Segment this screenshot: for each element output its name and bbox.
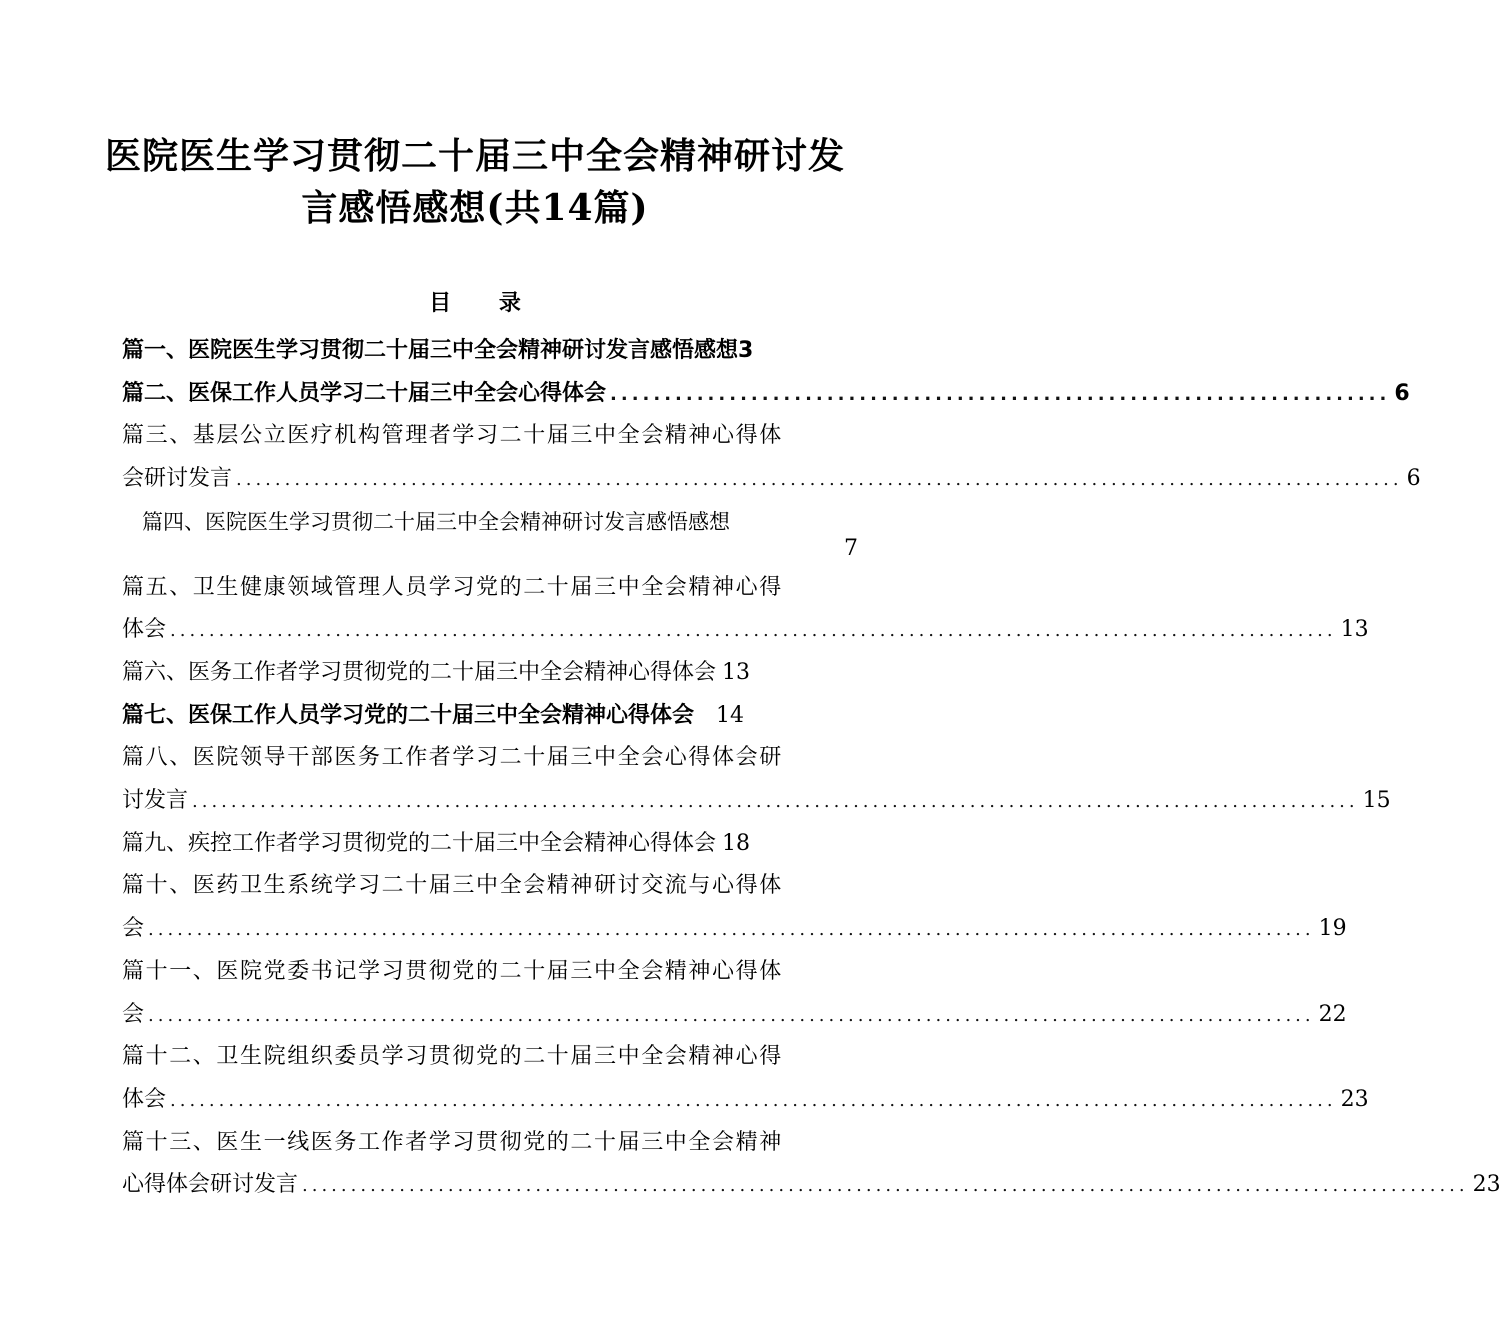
toc-entry-page: 22 bbox=[1318, 1002, 1347, 1027]
toc-leader-dots: ........................................................................................................................ bbox=[170, 1090, 1337, 1111]
toc-leader-dots: ........................................................................................................................ bbox=[236, 469, 1403, 490]
document-title-line-1: 医院医生学习贯彻二十届三中全会精神研讨发 bbox=[104, 135, 845, 177]
toc-leader-dots: ........................................................................................................................ bbox=[148, 919, 1315, 940]
toc-entry-11-line-1[interactable]: 篇十一、医院党委书记学习贯彻党的二十届三中全会精神心得体 bbox=[122, 959, 783, 984]
toc-heading: 目 录 bbox=[429, 290, 541, 316]
toc-entry-text: 会 bbox=[122, 916, 145, 941]
toc-entry-7[interactable] bbox=[122, 699, 848, 733]
toc-entry-text: 会 bbox=[122, 1002, 145, 1027]
toc-leader-dots: ........................................................................................................................ bbox=[148, 1005, 1315, 1026]
toc-entry-page: 18 bbox=[722, 831, 751, 856]
toc-entry-1[interactable] bbox=[122, 334, 848, 368]
toc-entry-4-page: 7 bbox=[844, 536, 858, 561]
toc-entry-text: 篇七、医保工作人员学习党的二十届三中全会精神心得体会 bbox=[122, 703, 695, 728]
toc-entry-text: 篇一、医院医生学习贯彻二十届三中全会精神研讨发言感悟感想 bbox=[122, 338, 739, 363]
toc-entry-13-line-1[interactable]: 篇十三、医生一线医务工作者学习贯彻党的二十届三中全会精神 bbox=[122, 1130, 783, 1155]
toc-entry-10-line-1[interactable]: 篇十、医药卫生系统学习二十届三中全会精神研讨交流与心得体 bbox=[122, 873, 783, 898]
toc-entry-text: 体会 bbox=[122, 1087, 167, 1112]
toc-entry-text: 体会 bbox=[122, 617, 167, 642]
toc-entry-text: 讨发言 bbox=[122, 788, 189, 813]
toc-entry-11[interactable] bbox=[122, 998, 1347, 1032]
toc-leader-dots: ........................................................................................................................ bbox=[170, 620, 1337, 641]
toc-entry-page: 13 bbox=[722, 660, 751, 685]
toc-entry-page: 13 bbox=[1340, 617, 1369, 642]
toc-entry-page: 23 bbox=[1340, 1087, 1369, 1112]
toc-entry-page: 6 bbox=[1394, 381, 1410, 406]
toc-entry-13[interactable] bbox=[122, 1168, 1501, 1202]
toc-entry-2[interactable] bbox=[122, 377, 1410, 411]
toc-entry-3[interactable] bbox=[122, 462, 1421, 496]
toc-entry-page: 19 bbox=[1318, 916, 1347, 941]
toc-leader-dots: ........................................................................................................................ bbox=[192, 791, 1359, 812]
toc-entry-page: 15 bbox=[1362, 788, 1391, 813]
toc-entry-12[interactable] bbox=[122, 1083, 1369, 1117]
toc-entry-page: 3 bbox=[738, 338, 754, 363]
toc-entry-8[interactable] bbox=[122, 784, 1391, 818]
toc-entry-text: 篇九、疾控工作者学习贯彻党的二十届三中全会精神心得体会 bbox=[122, 831, 717, 856]
toc-entry-5[interactable] bbox=[122, 613, 1369, 647]
toc-entry-text: 篇六、医务工作者学习贯彻党的二十届三中全会精神心得体会 bbox=[122, 660, 717, 685]
toc-entry-9[interactable] bbox=[122, 827, 848, 861]
toc-entry-10[interactable] bbox=[122, 912, 1347, 946]
toc-entry-text: 心得体会研讨发言 bbox=[122, 1172, 299, 1197]
toc-entry-page: 14 bbox=[716, 703, 745, 728]
toc-entry-6[interactable] bbox=[122, 656, 848, 690]
toc-entry-page: 23 bbox=[1472, 1172, 1501, 1197]
toc-leader-dots: ........................................................................ bbox=[610, 384, 1391, 405]
toc-entry-8-line-1[interactable]: 篇八、医院领导干部医务工作者学习二十届三中全会心得体会研 bbox=[122, 745, 783, 770]
toc-entry-page: 6 bbox=[1406, 466, 1421, 491]
toc-entry-4-text[interactable]: 篇四、医院医生学习贯彻二十届三中全会精神研讨发言感悟感想 bbox=[142, 510, 730, 534]
toc-entry-5-line-1[interactable]: 篇五、卫生健康领域管理人员学习党的二十届三中全会精神心得 bbox=[122, 575, 783, 600]
document-title-line-2: 言感悟感想(共14篇) bbox=[301, 187, 649, 229]
toc-entry-text: 篇二、医保工作人员学习二十届三中全会心得体会 bbox=[122, 381, 607, 406]
toc-entry-12-line-1[interactable]: 篇十二、卫生院组织委员学习贯彻党的二十届三中全会精神心得 bbox=[122, 1044, 783, 1069]
toc-leader-dots: ........................................................................................................................ bbox=[302, 1175, 1469, 1196]
toc-entry-text: 会研讨发言 bbox=[122, 466, 233, 491]
toc-entry-3-line-1[interactable]: 篇三、基层公立医疗机构管理者学习二十届三中全会精神心得体 bbox=[122, 423, 783, 448]
